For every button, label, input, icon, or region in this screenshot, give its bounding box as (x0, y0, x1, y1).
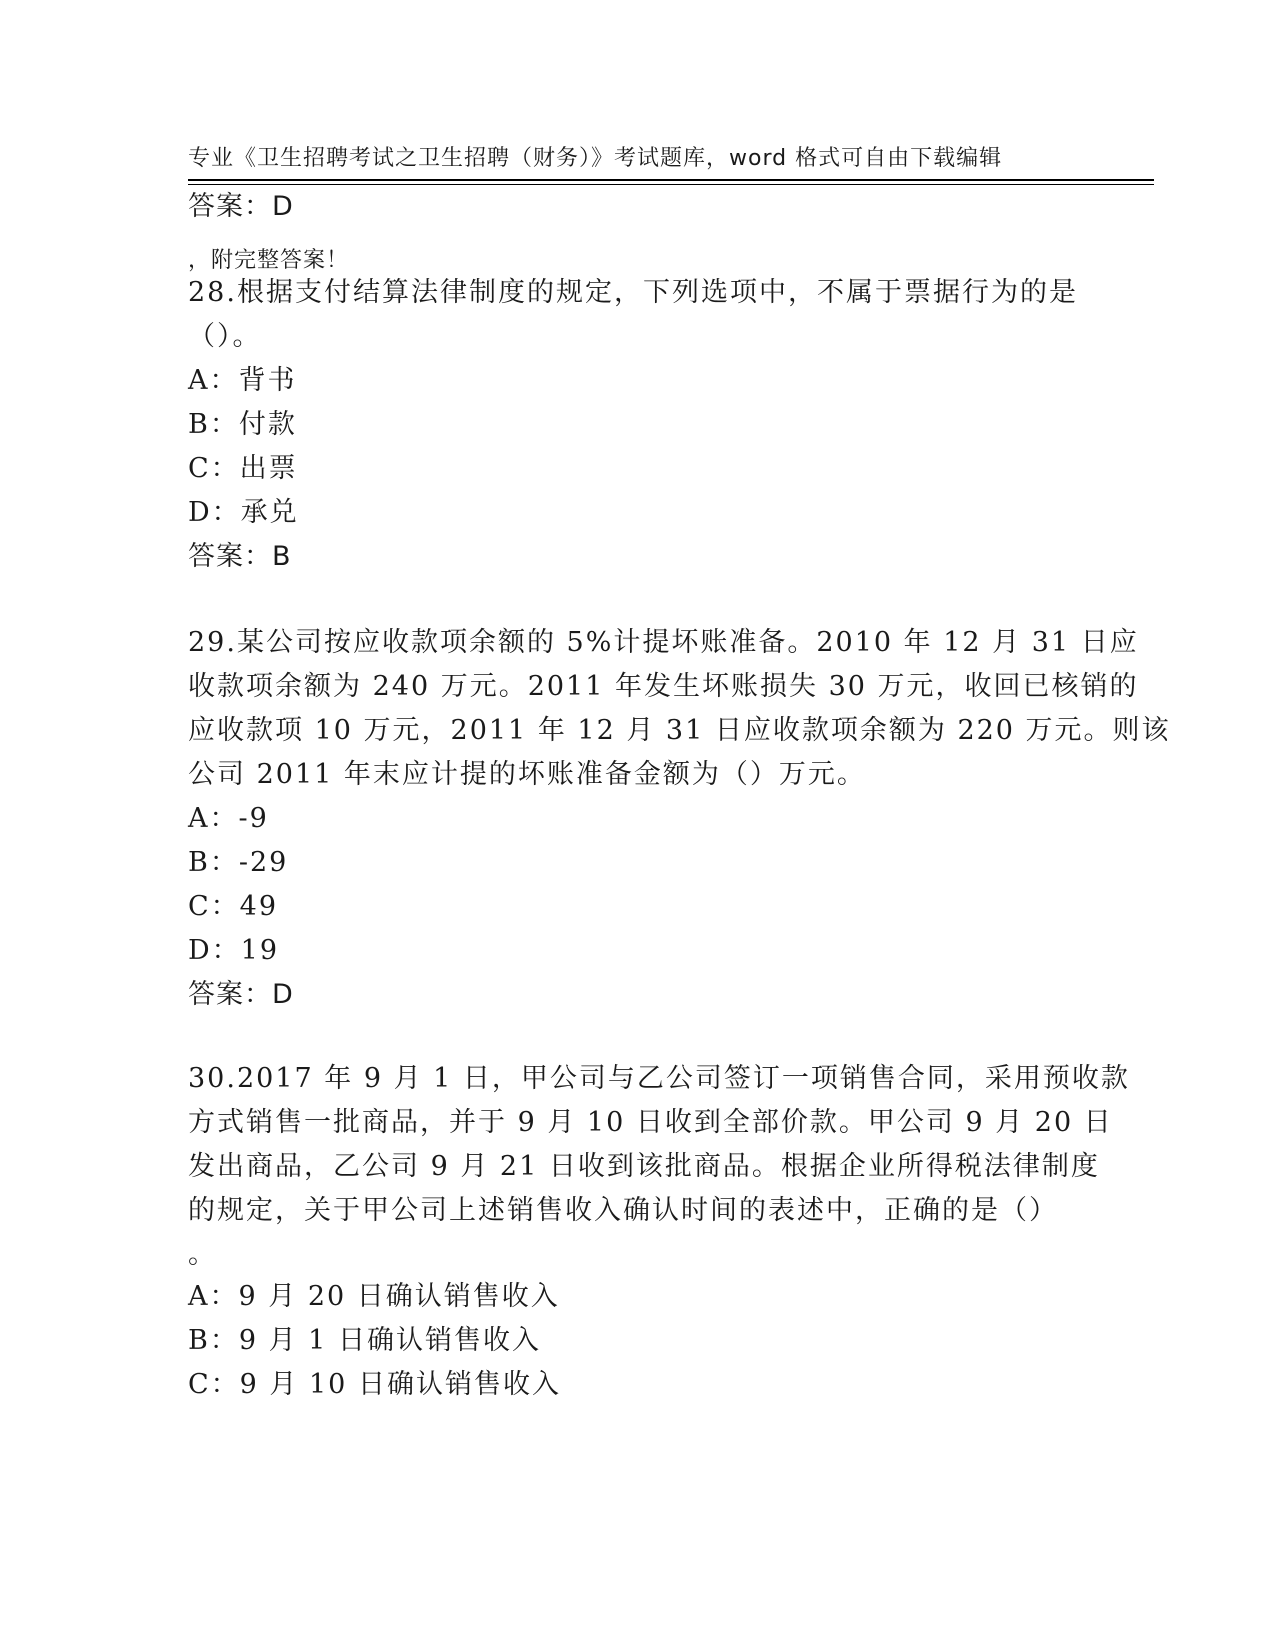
q30-option-b: B：9 月 1 日确认销售收入 (188, 1325, 541, 1356)
q28-option-b: B：付款 (188, 409, 297, 440)
header-divider-thin (188, 184, 1154, 185)
q28-option-c: C：出票 (188, 453, 298, 484)
q30-option-a: A：9 月 20 日确认销售收入 (188, 1281, 560, 1312)
q29-option-d: D：19 (188, 935, 280, 966)
q30-stem-line-1: 30.2017 年 9 月 1 日，甲公司与乙公司签订一项销售合同，采用预收款 (188, 1063, 1130, 1094)
q28-stem-line-2: （）。 (188, 321, 262, 352)
q30-stem-line-2: 方式销售一批商品，并于 9 月 10 日收到全部价款。甲公司 9 月 20 日 (188, 1107, 1113, 1138)
q30-option-c: C：9 月 10 日确认销售收入 (188, 1369, 561, 1400)
q28-option-d: D：承兑 (188, 497, 299, 528)
q29-option-b: B：-29 (188, 847, 289, 878)
q30-stem-line-5: 。 (188, 1239, 217, 1270)
prev-answer: 答案：D (188, 191, 294, 222)
q28-option-a: A：背书 (188, 365, 297, 396)
q29-stem-line-3: 应收款项 10 万元，2011 年 12 月 31 日应收款项余额为 220 万元。则该 (188, 715, 1171, 746)
header-divider-thick (188, 179, 1154, 181)
q29-option-c: C：49 (188, 891, 279, 922)
q29-answer: 答案：D (188, 979, 294, 1010)
header-line-1: 专业《卫生招聘考试之卫生招聘（财务）》考试题库，word 格式可自由下载编辑 (188, 146, 1003, 171)
q29-option-a: A：-9 (188, 803, 269, 834)
q30-stem-line-3: 发出商品，乙公司 9 月 21 日收到该批商品。根据企业所得税法律制度 (188, 1151, 1100, 1182)
header-line-2: ，附完整答案！ (188, 248, 350, 273)
q28-stem-line-1: 28.根据支付结算法律制度的规定，下列选项中，不属于票据行为的是 (188, 277, 1078, 308)
q29-stem-line-4: 公司 2011 年末应计提的坏账准备金额为（）万元。 (188, 759, 866, 790)
q30-stem-line-4: 的规定，关于甲公司上述销售收入确认时间的表述中，正确的是（） (188, 1195, 1058, 1226)
q28-answer: 答案：B (188, 541, 292, 572)
q29-stem-line-1: 29.某公司按应收款项余额的 5%计提坏账准备。2010 年 12 月 31 日应 (188, 627, 1139, 658)
q29-stem-line-2: 收款项余额为 240 万元。2011 年发生坏账损失 30 万元，收回已核销的 (188, 671, 1139, 702)
